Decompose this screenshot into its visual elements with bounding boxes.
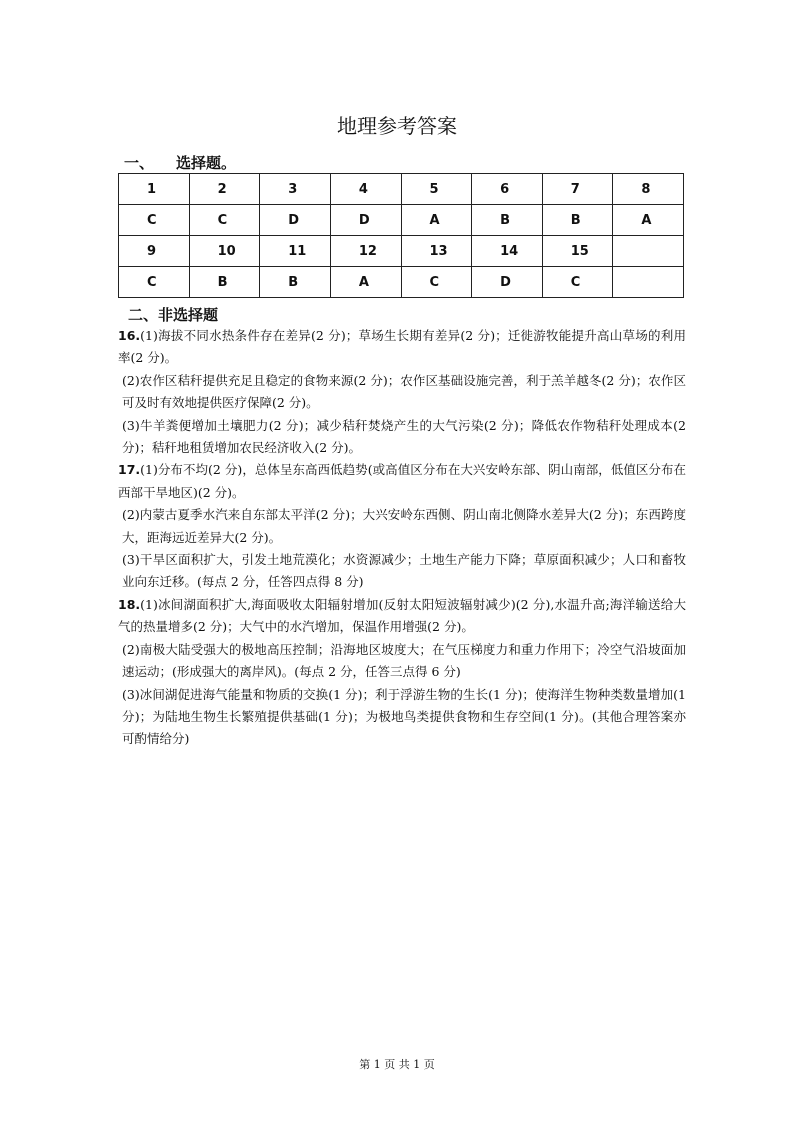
table-cell: B bbox=[189, 267, 260, 298]
table-cell bbox=[613, 267, 684, 298]
table-cell: C bbox=[119, 205, 190, 236]
table-cell: A bbox=[401, 205, 472, 236]
table-cell: 6 bbox=[472, 174, 543, 205]
table-cell: 14 bbox=[472, 236, 543, 267]
answer-16-part1: 16.(1)海拔不同水热条件存在差异(2 分)；草场生长期有差异(2 分)；迁徙游牧能提升高山草场的利用率(2 分)。 bbox=[118, 328, 686, 366]
table-cell: 7 bbox=[542, 174, 613, 205]
table-row bbox=[119, 174, 684, 205]
answer-18-part1: 18.(1)冰间湖面积扩大,海面吸收太阳辐射增加(反射太阳短波辐射减少)(2 分),水温升高;海洋输送给大气的热量增多(2 分)；大气中的水汽增加，保温作用增强(2 分)。 bbox=[118, 596, 686, 635]
table-cell: C bbox=[119, 267, 190, 298]
table-cell: B bbox=[472, 205, 543, 236]
table-cell: D bbox=[330, 205, 401, 236]
page-title: 地理参考答案 bbox=[337, 114, 457, 138]
table-cell: C bbox=[542, 267, 613, 298]
answer-table bbox=[118, 173, 684, 298]
page-footer: 第 1 页 共 1 页 bbox=[359, 1058, 435, 1071]
table-cell: C bbox=[401, 267, 472, 298]
question-number: 16. bbox=[118, 328, 141, 343]
table-cell: 8 bbox=[613, 174, 684, 205]
answer-16-part2: (2)农作区秸秆提供充足且稳定的食物来源(2 分)；农作区基础设施完善，利于羔羊越冬(2 分)；农作区可及时有效地提供医疗保障(2 分)。 bbox=[122, 372, 686, 411]
table-cell: 9 bbox=[119, 236, 190, 267]
table-cell: 12 bbox=[330, 236, 401, 267]
answer-16-part3: (3)牛羊粪便增加土壤肥力(2 分)；减少秸秆焚烧产生的大气污染(2 分)；降低农作物秸秆处理成本(2 分)；秸秆地租赁增加农民经济收入(2 分)。 bbox=[122, 417, 686, 456]
table-cell: B bbox=[260, 267, 331, 298]
table-cell: 11 bbox=[260, 236, 331, 267]
table-cell: D bbox=[472, 267, 543, 298]
answer-17-part2: (2)内蒙古夏季水汽来自东部太平洋(2 分)；大兴安岭东西侧、阴山南北侧降水差异大(2 分)；东西跨度大，距海远近差异大(2 分)。 bbox=[122, 507, 686, 545]
section-label: 选择题。 bbox=[176, 154, 237, 172]
table-row bbox=[119, 236, 684, 267]
table-cell: D bbox=[260, 205, 331, 236]
table-cell: 13 bbox=[401, 236, 472, 267]
table-cell: B bbox=[542, 205, 613, 236]
table-cell: A bbox=[330, 267, 401, 298]
section-heading-choice bbox=[124, 152, 236, 173]
table-row bbox=[119, 267, 684, 298]
table-row bbox=[119, 205, 684, 236]
question-number: 17. bbox=[118, 462, 141, 478]
answer-17-part3: (3)干旱区面积扩大，引发土地荒漠化；水资源减少；土地生产能力下降；草原面积减少；人口和畜牧业向东迁移。(每点 2 分，任答四点得 8 分) bbox=[122, 552, 686, 590]
table-cell: 1 bbox=[119, 174, 190, 205]
section-heading-nonchoice: 二、非选择题 bbox=[128, 306, 219, 324]
answer-17-part1: 17.(1)分布不均(2 分)，总体呈东高西低趋势(或高值区分布在大兴安岭东部、阴山南部，低值区分布在西部干旱地区)(2 分)。 bbox=[118, 462, 686, 500]
table-cell: 15 bbox=[542, 236, 613, 267]
table-cell bbox=[613, 236, 684, 267]
table-cell: A bbox=[613, 205, 684, 236]
answer-18-part3: (3)冰间湖促进海气能量和物质的交换(1 分)；利于浮游生物的生长(1 分)；使海洋生物种类数量增加(1 分)；为陆地生物生长繁殖提供基础(1 分)；为极地鸟类提供食物和生存空间(1 分)。(其他合理答案亦可酌情给分) bbox=[122, 686, 686, 747]
answers-body bbox=[118, 325, 686, 751]
table-cell: 5 bbox=[401, 174, 472, 205]
table-cell: C bbox=[189, 205, 260, 236]
table-cell: 4 bbox=[330, 174, 401, 205]
question-number: 18. bbox=[118, 596, 141, 612]
table-cell: 10 bbox=[189, 236, 260, 267]
answer-18-part2: (2)南极大陆受强大的极地高压控制；沿海地区坡度大；在气压梯度力和重力作用下；冷空气沿坡面加速运动；(形成强大的离岸风)。(每点 2 分，任答三点得 6 分) bbox=[122, 641, 686, 680]
table-cell: 2 bbox=[189, 174, 260, 205]
section-number: 一、 bbox=[124, 154, 155, 172]
table-cell: 3 bbox=[260, 174, 331, 205]
